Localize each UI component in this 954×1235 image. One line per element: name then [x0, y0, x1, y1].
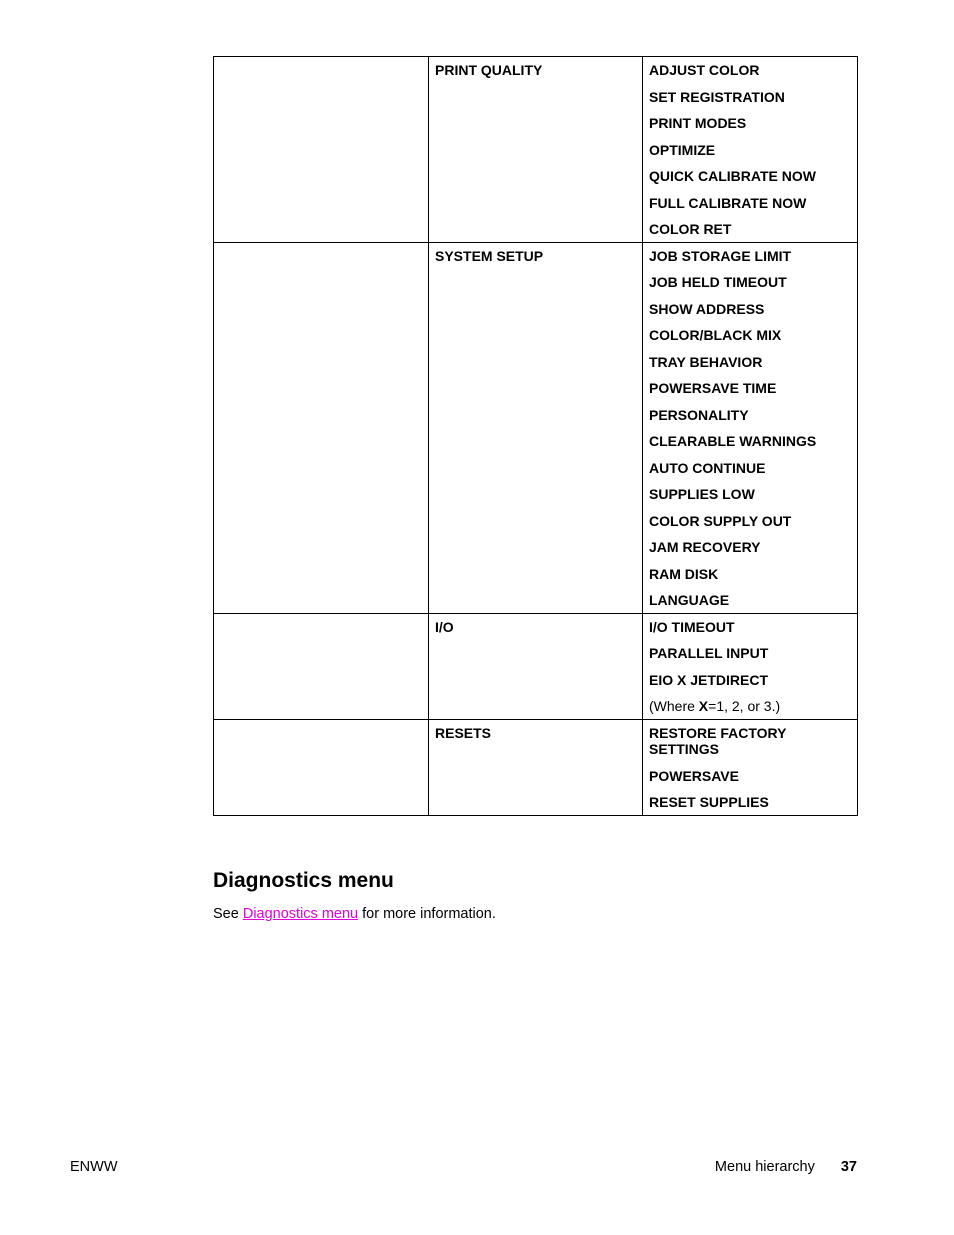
table-row [214, 57, 858, 243]
menu-cell: PRINT QUALITY [429, 57, 643, 243]
menu-item: I/O TIMEOUT [649, 618, 735, 635]
menu-item: QUICK CALIBRATE NOW [649, 168, 816, 184]
items-cell [643, 613, 858, 719]
menu-item: CLEARABLE WARNINGS [649, 433, 817, 449]
menu-item: POWERSAVE TIME [649, 380, 777, 396]
table-row [214, 613, 858, 719]
item-note [649, 698, 851, 715]
section-paragraph [213, 906, 496, 922]
menu-cell: SYSTEM SETUP [429, 242, 643, 613]
menu-item: SET REGISTRATION [649, 88, 785, 105]
section-heading: Diagnostics menu [213, 869, 394, 892]
note-prefix: (Where [649, 698, 699, 714]
menu-item: FULL CALIBRATE NOW [649, 194, 807, 211]
table-row [214, 242, 858, 613]
table-cell-empty [214, 242, 429, 613]
items-cell [643, 719, 858, 815]
paragraph-text-after: for more information. [358, 906, 496, 922]
menu-item: JAM RECOVERY [649, 539, 761, 555]
menu-item: PERSONALITY [649, 406, 749, 423]
menu-cell: I/O [429, 613, 643, 719]
menu-item: EIO X JETDIRECT [649, 671, 769, 688]
paragraph-text-before: See [213, 906, 243, 922]
table-row [214, 719, 858, 815]
menu-item: RESTORE FACTORY SETTINGS [649, 724, 787, 757]
menu-item: JOB STORAGE LIMIT [649, 247, 792, 264]
footer-label: ENWW [70, 1159, 118, 1175]
menu-item: COLOR RET [649, 221, 732, 237]
menu-hierarchy-table [213, 56, 858, 816]
menu-item: SUPPLIES LOW [649, 486, 755, 502]
diagnostics-menu-link[interactable]: Diagnostics menu [242, 906, 359, 922]
menu-item: AUTO CONTINUE [649, 459, 766, 476]
menu-cell: RESETS [429, 719, 643, 815]
menu-item: ADJUST COLOR [649, 62, 760, 78]
items-cell [643, 242, 858, 613]
menu-item: COLOR SUPPLY OUT [649, 512, 792, 529]
menu-item: SHOW ADDRESS [649, 300, 765, 317]
menu-item: PARALLEL INPUT [649, 645, 769, 661]
menu-item: POWERSAVE [649, 767, 739, 784]
menu-item: COLOR/BLACK MIX [649, 327, 782, 343]
note-variable: X [698, 698, 709, 714]
items-cell [643, 57, 858, 243]
menu-item: PRINT MODES [649, 115, 747, 131]
footer-section-title: Menu hierarchy [714, 1159, 815, 1175]
note-suffix: =1, 2, or 3.) [708, 698, 781, 714]
footer-right [715, 1159, 857, 1175]
menu-item: TRAY BEHAVIOR [649, 353, 763, 370]
table-cell-empty [214, 57, 429, 243]
menu-item: LANGUAGE [649, 592, 730, 608]
menu-item: RESET SUPPLIES [649, 794, 769, 810]
menu-item: JOB HELD TIMEOUT [649, 274, 787, 290]
page-number: 37 [840, 1159, 857, 1175]
table-cell-empty [214, 719, 429, 815]
menu-item: RAM DISK [649, 565, 719, 582]
menu-item: OPTIMIZE [649, 141, 716, 158]
table-cell-empty [214, 613, 429, 719]
